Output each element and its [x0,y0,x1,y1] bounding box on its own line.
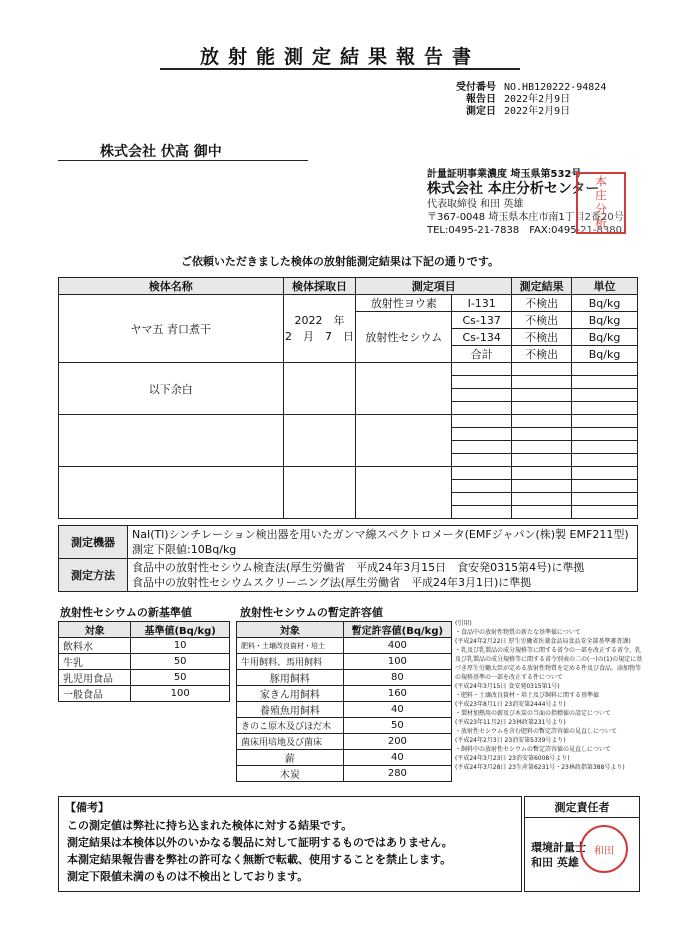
results-table [58,277,638,519]
personal-seal: 和田 [580,825,628,873]
empty-cell [512,415,572,428]
limit-value: 200 [343,734,451,750]
table-row-empty [59,467,638,480]
sample-date-day: 2 月 7 日 [284,329,354,343]
equipment-limit: 測定下限値:10Bq/kg [132,543,237,556]
table-row-empty [59,415,638,428]
citation-line: (引用) [455,620,472,627]
result-unit: Bq/kg [572,346,638,363]
table-row [59,638,230,654]
cesium-label: 放射性セシウム [356,312,452,363]
table-row [237,686,452,702]
column-header: 対象 [59,622,131,638]
table-row [237,734,452,750]
result-unit: Bq/kg [572,312,638,329]
limit-value: 400 [343,638,451,654]
citation-line: (平成24年2月3日 23消安第5339号より) [455,737,566,744]
nuclide: Cs-137 [452,312,512,329]
citation-line: ・放射性セシウムを含む肥料の暫定許容値の見直しについて [455,728,617,735]
empty-cell [572,467,638,480]
citation-line: (平成24年3月23日 23消安第6008号より) [455,755,570,762]
header-result: 測定結果 [512,278,572,295]
empty-cell [512,428,572,441]
sample-date [283,295,356,363]
method-line: 食品中の放射性セシウム検査法(厚生労働省 平成24年3月15日 食安発0315第4号)に準拠 [132,561,585,574]
empty-cell [452,454,512,467]
header-sample-name: 検体名称 [59,278,284,295]
empty-cell [452,402,512,415]
citation-line: (平成24年2月22日 厚生労働省医薬食品局食品安全部基準審査課) [455,638,631,645]
table-row [237,670,452,686]
empty-cell [572,402,638,415]
empty-cell [512,376,572,389]
document-title: 放射能測定結果報告書 [199,46,480,68]
empty-cell [59,415,284,467]
empty-cell [452,480,512,493]
nuclide: 合計 [452,346,512,363]
empty-cell [572,415,638,428]
limit-value: 100 [131,686,230,702]
empty-cell [356,415,452,467]
method-line: 食品中の放射性セシウムスクリーニング法(厚生労働省 平成24年3月1日)に準拠 [132,576,532,589]
empty-cell [572,441,638,454]
limit-value: 280 [343,766,451,782]
target: 乳児用食品 [59,670,131,686]
nuclide: I-131 [452,295,512,312]
table-row [59,654,230,670]
responsible-heading: 測定責任者 [525,797,639,818]
empty-cell [512,363,572,376]
empty-cell [59,467,284,519]
empty-cell [356,467,452,519]
empty-cell [512,493,572,506]
table-row [59,295,638,312]
remarks-line: 本測定結果報告書を弊社の許可なく無断で転載、使用することを禁止します。 [67,853,452,866]
empty-cell [283,363,356,415]
citation-line: (平成23年11月2日 23林政第231号より) [455,719,566,726]
lab-name: 株式会社 本庄分析センター [427,181,600,197]
method-text [128,559,638,592]
remarks-heading: 【備考】 [65,801,109,814]
target: 木炭 [237,766,344,782]
empty-cell [512,506,572,519]
table-row [237,654,452,670]
column-header: 基準値(Bq/kg) [131,622,230,638]
lab-phone: TEL:0495-21-7838 FAX:0495-21-8380 [427,225,622,236]
column-header: 暫定許容値(Bq/kg) [343,622,451,638]
empty-cell [452,428,512,441]
empty-cell [452,441,512,454]
citation-line: ・肥料・土壌改良資材・培土及び飼料に関する基準値 [455,692,600,699]
new-standard-table [58,621,230,702]
target: 豚用飼料 [237,670,344,686]
table-row [237,638,452,654]
limit-value: 40 [343,750,451,766]
empty-cell [512,389,572,402]
method-label: 測定方法 [59,559,128,592]
target: 牛乳 [59,654,131,670]
result-unit: Bq/kg [572,329,638,346]
iodine-label: 放射性ヨウ素 [356,295,452,312]
citation-line: ・飼料中の放射性セシウムの暫定許容値の見直しについて [455,746,611,753]
result-value: 不検出 [512,312,572,329]
limit-value: 80 [343,670,451,686]
responsible-title: 環境計量士 [531,841,586,854]
citation-line: ・製材加熱用の薪及び木炭の当面の指標値の設定について [455,710,611,717]
empty-cell [452,467,512,480]
empty-cell [452,363,512,376]
empty-cell [572,389,638,402]
empty-cell [572,454,638,467]
report-meta [456,82,622,118]
limit-value: 160 [343,686,451,702]
result-value: 不検出 [512,346,572,363]
client-name: 株式会社 伏高 御中 [100,144,222,160]
result-value: 不検出 [512,295,572,312]
new-standard-title: 放射性セシウムの新基準値 [60,606,192,619]
citation-block [455,619,645,772]
header-measurement-item: 測定項目 [356,278,512,295]
empty-cell [572,363,638,376]
meta-label: 測定日 [466,106,496,117]
table-header-row [59,622,230,638]
meta-value: 2022年2月9日 [504,106,571,117]
empty-cell [512,441,572,454]
intro-text: ご依頼いただきました検体の放射能測定結果は下記の通りです。 [180,255,500,268]
table-row [237,718,452,734]
provisional-title: 放射性セシウムの暫定許容値 [240,606,383,619]
table-header-row [237,622,452,638]
target: 家きん用飼料 [237,686,344,702]
responsible-name: 和田 英雄 [531,856,579,869]
table-row [237,750,452,766]
target: 養殖魚用飼料 [237,702,344,718]
empty-cell [452,506,512,519]
meta-label: 受付番号 [456,82,496,93]
target: 菌床用培地及び菌床 [237,734,344,750]
meta-value: NO.HB120222-94824 [504,82,607,93]
result-value: 不検出 [512,329,572,346]
remarks-line: 測定下限値未満のものは不検出としております。 [67,870,309,883]
limit-value: 50 [343,718,451,734]
remainder-text: 以下余白 [59,363,284,415]
header-sample-date: 検体採取日 [283,278,356,295]
citation-line: (平成24年3月15日 食安発0315第1号) [455,683,560,690]
meta-value: 2022年2月9日 [504,94,571,105]
table-row-empty [59,363,638,376]
client-underline [58,160,308,161]
result-unit: Bq/kg [572,295,638,312]
empty-cell [572,376,638,389]
empty-cell [283,467,356,519]
target: 飲料水 [59,638,131,654]
target: 薪 [237,750,344,766]
equipment-line: NaI(Tl)シンチレーション検出器を用いたガンマ線スペクトロメータ(EMFジャパン(株)製 EMF211型) [132,528,629,541]
equipment-row [59,526,638,559]
column-header: 対象 [237,622,344,638]
sample-date-year: 2022 年 [294,313,345,327]
meta-label: 報告日 [466,94,496,105]
nuclide: Cs-134 [452,329,512,346]
empty-cell [572,428,638,441]
results-header-row [59,278,638,295]
method-table [58,525,638,592]
target: きのこ原木及びほだ木 [237,718,344,734]
citation-line: (平成23年8月1日 23消安第2444号より) [455,701,566,708]
remarks-line: この測定値は弊社に持ち込まれた検体に対する結果です。 [67,819,353,832]
equipment-text [128,526,638,559]
empty-cell [572,480,638,493]
header-unit: 単位 [572,278,638,295]
remarks-box [58,796,522,892]
citation-line: ・乳及び乳製品の成分規格等に関する省令の一部を改正する省令、乳及び乳製品の成分規格等に関する省令別表の二の(一)の(1)の規定に基づき厚生労働大臣が定める放射性物質を定める件及び食品、添加物等の規格基準の一部を改正する件について [455,647,643,681]
empty-cell [356,363,452,415]
limit-value: 40 [343,702,451,718]
provisional-table [236,621,452,782]
lab-representative: 代表取締役 和田 英雄 [427,199,524,210]
title-underline [160,68,520,70]
limit-value: 50 [131,654,230,670]
table-row [59,686,230,702]
empty-cell [452,389,512,402]
remarks-line: 測定結果は本検体以外のいかなる製品に対して証明するものではありません。 [67,836,453,849]
lab-license: 計量証明事業濃度 埼玉県第532号 [427,169,582,180]
equipment-label: 測定機器 [59,526,128,559]
citation-line: (平成24年3月28日 23生産第6231号・23林政指第388号より) [455,764,625,771]
empty-cell [512,480,572,493]
empty-cell [512,467,572,480]
target: 牛用飼料、馬用飼料 [237,654,344,670]
empty-cell [512,454,572,467]
limit-value: 50 [131,670,230,686]
limit-value: 10 [131,638,230,654]
target: 一般食品 [59,686,131,702]
empty-cell [572,493,638,506]
empty-cell [572,506,638,519]
table-row [237,766,452,782]
lab-address: 〒367-0048 埼玉県本庄市南1丁目2番20号 [427,212,624,223]
sample-name: ヤマ五 青口煮干 [59,295,284,363]
empty-cell [512,402,572,415]
target: 肥料・土壌改良資材・培土 [237,638,344,654]
empty-cell [452,415,512,428]
method-row [59,559,638,592]
empty-cell [283,415,356,467]
citation-line: ・食品中の放射性物質の新たな基準値について [455,629,581,636]
table-row [237,702,452,718]
company-stamp: 本庄分析 [576,172,626,234]
empty-cell [452,493,512,506]
table-row [59,670,230,686]
limit-value: 100 [343,654,451,670]
empty-cell [452,376,512,389]
